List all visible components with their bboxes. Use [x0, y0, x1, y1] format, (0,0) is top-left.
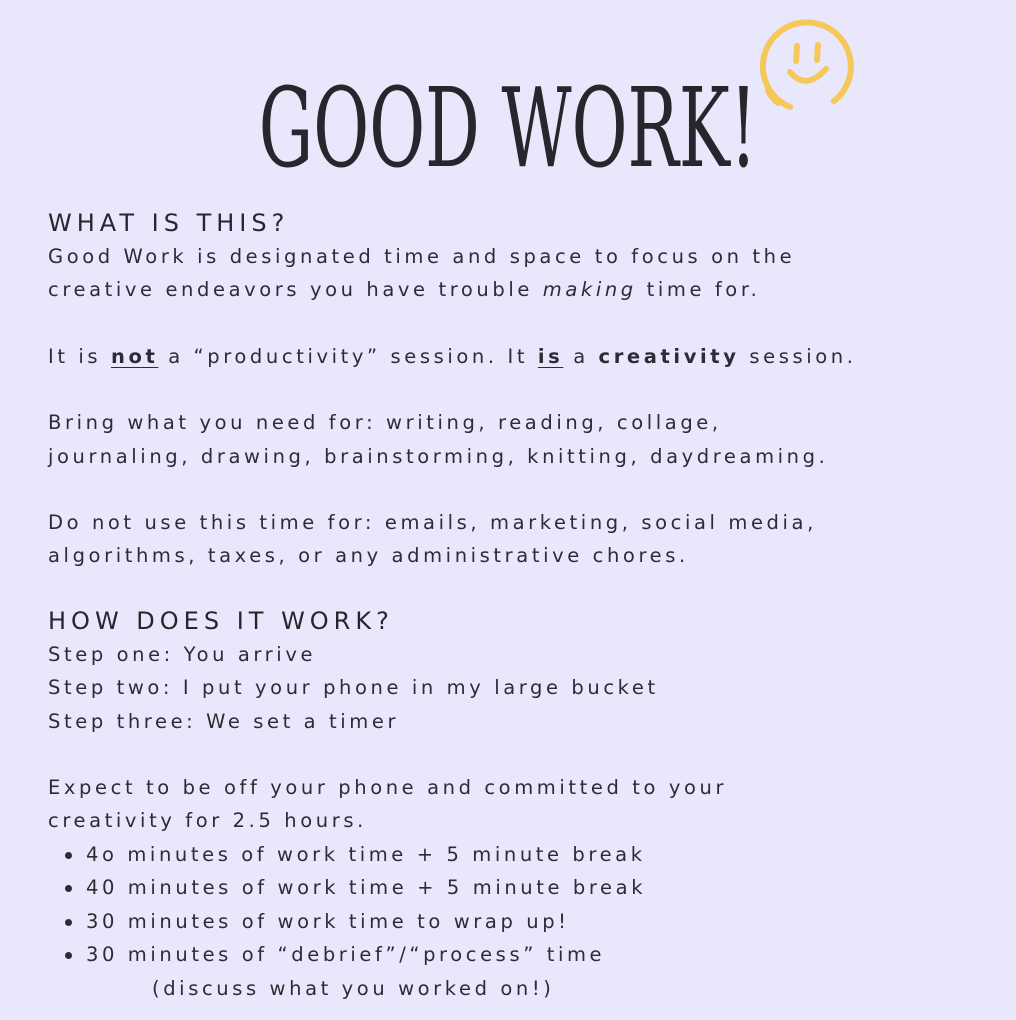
smiley-face-icon — [754, 15, 856, 117]
expect-line-2: creativity for 2.5 hours. — [48, 809, 367, 833]
emphasis-making: making — [542, 278, 637, 302]
step-one: Step one: You arrive — [48, 642, 317, 666]
step-two: Step two: I put your phone in my large bucket — [48, 676, 659, 700]
what-paragraph-4-line-1: Do not use this time for: emails, marketing, social media, — [48, 511, 817, 535]
list-item-text: 40 minutes of work time + 5 minute break — [86, 876, 647, 900]
what-paragraph-1-line-2 — [48, 273, 1008, 306]
text-span: time for. — [636, 278, 761, 302]
spacer — [48, 738, 1008, 771]
section-heading-what: WHAT IS THIS? — [48, 209, 290, 237]
text-span: a “productivity” session. It — [158, 344, 538, 368]
bullet-icon — [65, 885, 72, 892]
schedule-list — [48, 838, 1008, 972]
spacer — [48, 473, 1008, 506]
text-span: It is — [48, 344, 111, 368]
emphasis-is: is — [537, 344, 564, 368]
bullet-note: (discuss what you worked on!) — [152, 976, 555, 1000]
step-three: Step three: We set a timer — [48, 709, 400, 733]
bullet-icon — [65, 852, 72, 859]
what-paragraph-3-line-1: Bring what you need for: writing, reading, collage, — [48, 411, 722, 435]
bullet-icon — [65, 952, 72, 959]
text-span: a — [563, 344, 599, 368]
spacer — [48, 307, 1008, 340]
what-paragraph-2 — [48, 340, 1008, 373]
what-paragraph-3-line-2: journaling, drawing, brainstorming, knitting, daydreaming. — [48, 444, 829, 468]
text-span: session. — [739, 344, 857, 368]
emphasis-creativity: creativity — [598, 344, 740, 368]
page-title: GOOD WORK! — [258, 64, 758, 192]
bullet-icon — [65, 919, 72, 926]
what-paragraph-4-line-2: algorithms, taxes, or any administrative chores. — [48, 544, 689, 568]
emphasis-not: not — [110, 344, 159, 368]
list-item-text: 4o minutes of work time + 5 minute break — [86, 842, 646, 866]
list-item — [86, 938, 1008, 971]
list-item — [86, 838, 1008, 871]
expect-line-1: Expect to be off your phone and committed to your — [48, 776, 728, 800]
list-item — [86, 905, 1008, 938]
what-paragraph-1-line-1: Good Work is designated time and space to focus on the — [48, 245, 796, 268]
spacer — [48, 573, 1008, 604]
list-item-text: 30 minutes of “debrief”/“process” time — [86, 943, 606, 967]
section-heading-how: HOW DOES IT WORK? — [48, 606, 394, 635]
content — [48, 206, 1008, 1005]
list-item — [86, 871, 1008, 904]
spacer — [48, 373, 1008, 406]
text-span: creative endeavors you have trouble — [48, 278, 543, 302]
list-item-text: 30 minutes of work time to wrap up! — [86, 909, 570, 933]
